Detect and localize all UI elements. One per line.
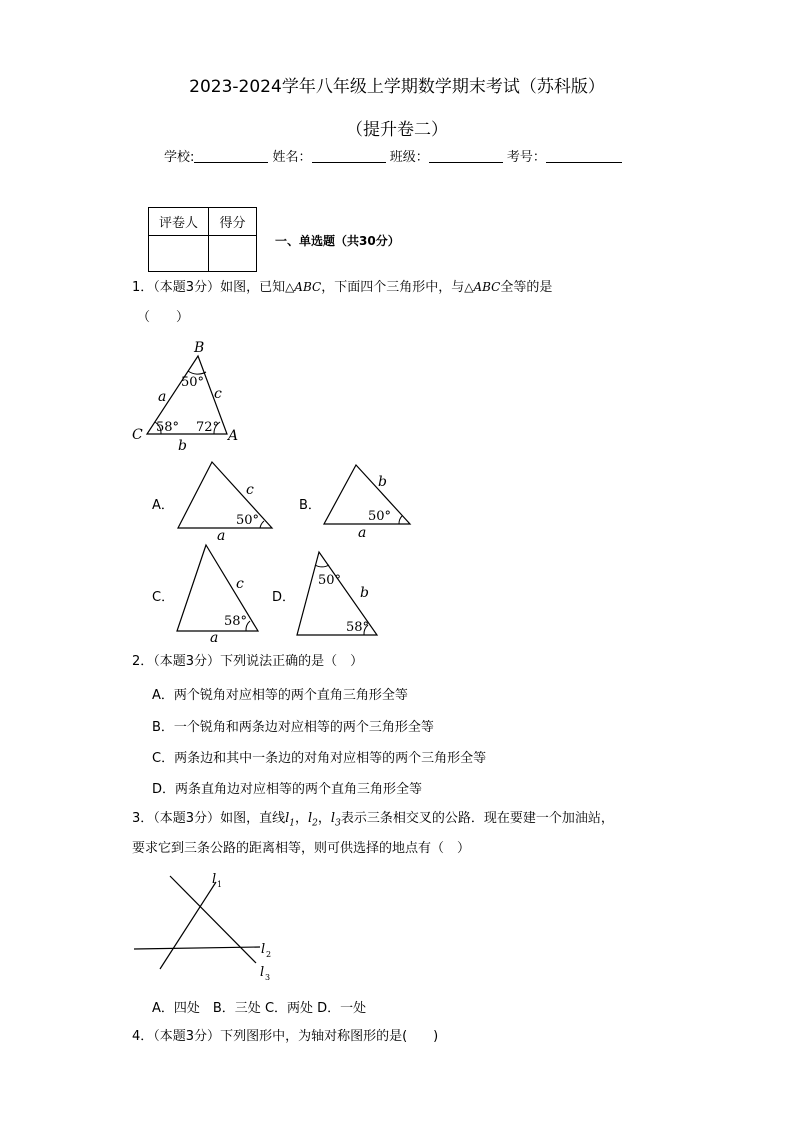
option-b-angle-arc <box>399 516 402 524</box>
angle-c-value: 58° <box>156 420 180 435</box>
q3-options[interactable]: A．四处 B．三处 C．两处 D．一处 <box>152 1001 367 1016</box>
label-l3: l <box>260 965 265 980</box>
question-3-line-2: 要求它到三条公路的距离相等，则可供选择的地点有（ ） <box>132 841 471 856</box>
q3-l1-sub: 1 <box>289 818 295 829</box>
option-a-side-a: a <box>217 528 226 542</box>
q4-points: （本题3分） <box>153 1029 221 1044</box>
class-blank[interactable] <box>429 150 503 163</box>
school-blank[interactable] <box>194 150 268 163</box>
q1-text-a: 如图，已知 <box>220 280 286 295</box>
q3-l2-sub: 2 <box>312 818 318 829</box>
option-d-side-b: b <box>360 585 369 601</box>
side-a-label: a <box>158 389 167 405</box>
option-c-side-a: a <box>210 630 219 644</box>
q2-stem: 下列说法正确的是（ ） <box>220 654 364 669</box>
q3-l1: l <box>285 811 290 826</box>
option-a-side-c: c <box>246 482 254 498</box>
school-label: 学校: <box>164 150 195 165</box>
q2-option-d[interactable]: D．两条直角边对应相等的两个直角三角形全等 <box>152 782 423 797</box>
student-info-row <box>164 146 622 165</box>
q3-l3-sub: 3 <box>335 818 341 829</box>
label-l2-sub: 2 <box>266 950 272 959</box>
reviewer-cell[interactable] <box>149 236 209 272</box>
exam-number-label: 考号： <box>506 150 546 165</box>
angle-a-value: 72° <box>196 420 220 435</box>
option-d-angle: 58° <box>346 620 370 635</box>
score-header: 得分 <box>209 208 257 236</box>
vertex-c-label: C <box>132 427 143 443</box>
exam-number-blank[interactable] <box>546 150 622 163</box>
q1-option-d-figure[interactable] <box>292 546 384 640</box>
question-3-text <box>132 810 614 833</box>
score-cell[interactable] <box>209 236 257 272</box>
q2-option-b[interactable]: B．一个锐角和两条边对应相等的两个三角形全等 <box>152 720 434 735</box>
name-blank[interactable] <box>312 150 386 163</box>
q3-text-b: 表示三条相交叉的公路．现在要建一个加油站， <box>340 811 614 826</box>
q1-option-a-label[interactable]: A． <box>152 498 174 513</box>
section-title: 一、单选题（共30分） <box>275 234 400 248</box>
q3-points: （本题3分） <box>153 811 221 826</box>
q1-option-a-figure[interactable] <box>172 456 282 542</box>
name-label: 姓名： <box>272 150 312 165</box>
q2-option-c[interactable]: C．两条边和其中一条边的对角对应相等的两个三角形全等 <box>152 751 487 766</box>
q1-text-c: 全等的是 <box>500 280 553 295</box>
q1-text-b: ，下面四个三角形中，与 <box>321 280 465 295</box>
q1-triangle-2: △ABC <box>464 280 501 294</box>
option-a-angle-arc <box>260 521 264 528</box>
q1-answer-paren: （ ） <box>137 310 190 325</box>
q1-option-c-figure[interactable] <box>172 540 264 644</box>
option-b-angle: 50° <box>368 509 392 524</box>
vertex-b-label: B <box>194 340 205 356</box>
q1-option-c-label[interactable]: C． <box>152 590 175 605</box>
side-b-label: b <box>178 438 187 454</box>
q1-figure-abc <box>128 338 258 454</box>
score-table <box>148 207 257 272</box>
q3-text-a: 如图，直线 <box>220 811 286 826</box>
q3-sep-2: ， <box>317 811 331 826</box>
q3-figure-lines <box>130 866 280 984</box>
angle-b-value: 50° <box>181 375 205 390</box>
page-title: 2023-2024学年八年级上学期数学期末考试（苏科版） <box>189 77 605 97</box>
class-label: 班级： <box>389 150 429 165</box>
vertex-a-label: A <box>228 428 239 444</box>
q4-number: 4． <box>132 1029 154 1044</box>
q2-number: 2． <box>132 654 154 669</box>
q2-option-a[interactable]: A．两个锐角对应相等的两个直角三角形全等 <box>152 688 408 703</box>
q1-triangle-1: △ABC <box>285 280 322 294</box>
question-4-text <box>132 1028 438 1046</box>
option-c-side-c: c <box>236 576 244 592</box>
line-l3 <box>170 876 256 963</box>
question-2-text <box>132 653 363 671</box>
q1-option-b-figure[interactable] <box>318 458 418 542</box>
question-1-text <box>132 278 552 297</box>
option-b-side-b: b <box>378 474 387 490</box>
option-c-angle: 58° <box>224 614 248 629</box>
option-a-angle: 50° <box>236 513 260 528</box>
q2-points: （本题3分） <box>153 654 221 669</box>
label-l1: l <box>212 872 217 887</box>
q1-option-d-label[interactable]: D． <box>272 590 296 605</box>
q3-l2: l <box>308 811 313 826</box>
option-b-triangle <box>324 465 410 524</box>
q3-sep-1: ， <box>294 811 308 826</box>
q3-number: 3． <box>132 811 154 826</box>
label-l2: l <box>261 942 266 957</box>
side-c-label: c <box>214 386 222 402</box>
option-d-top-angle: 50° <box>318 573 342 588</box>
q1-points: （本题3分） <box>153 280 221 295</box>
label-l3-sub: 3 <box>265 973 271 982</box>
q3-l3: l <box>330 811 336 826</box>
option-d-top-angle-arc <box>315 565 329 567</box>
q1-option-b-label[interactable]: B． <box>299 498 321 513</box>
q1-number: 1． <box>132 280 154 295</box>
label-l1-sub: 1 <box>217 880 223 889</box>
reviewer-header: 评卷人 <box>149 208 209 236</box>
option-b-side-a: a <box>358 525 367 541</box>
page-subtitle: （提升卷二） <box>346 120 448 140</box>
q4-stem: 下列图形中，为轴对称图形的是( ) <box>220 1029 439 1044</box>
